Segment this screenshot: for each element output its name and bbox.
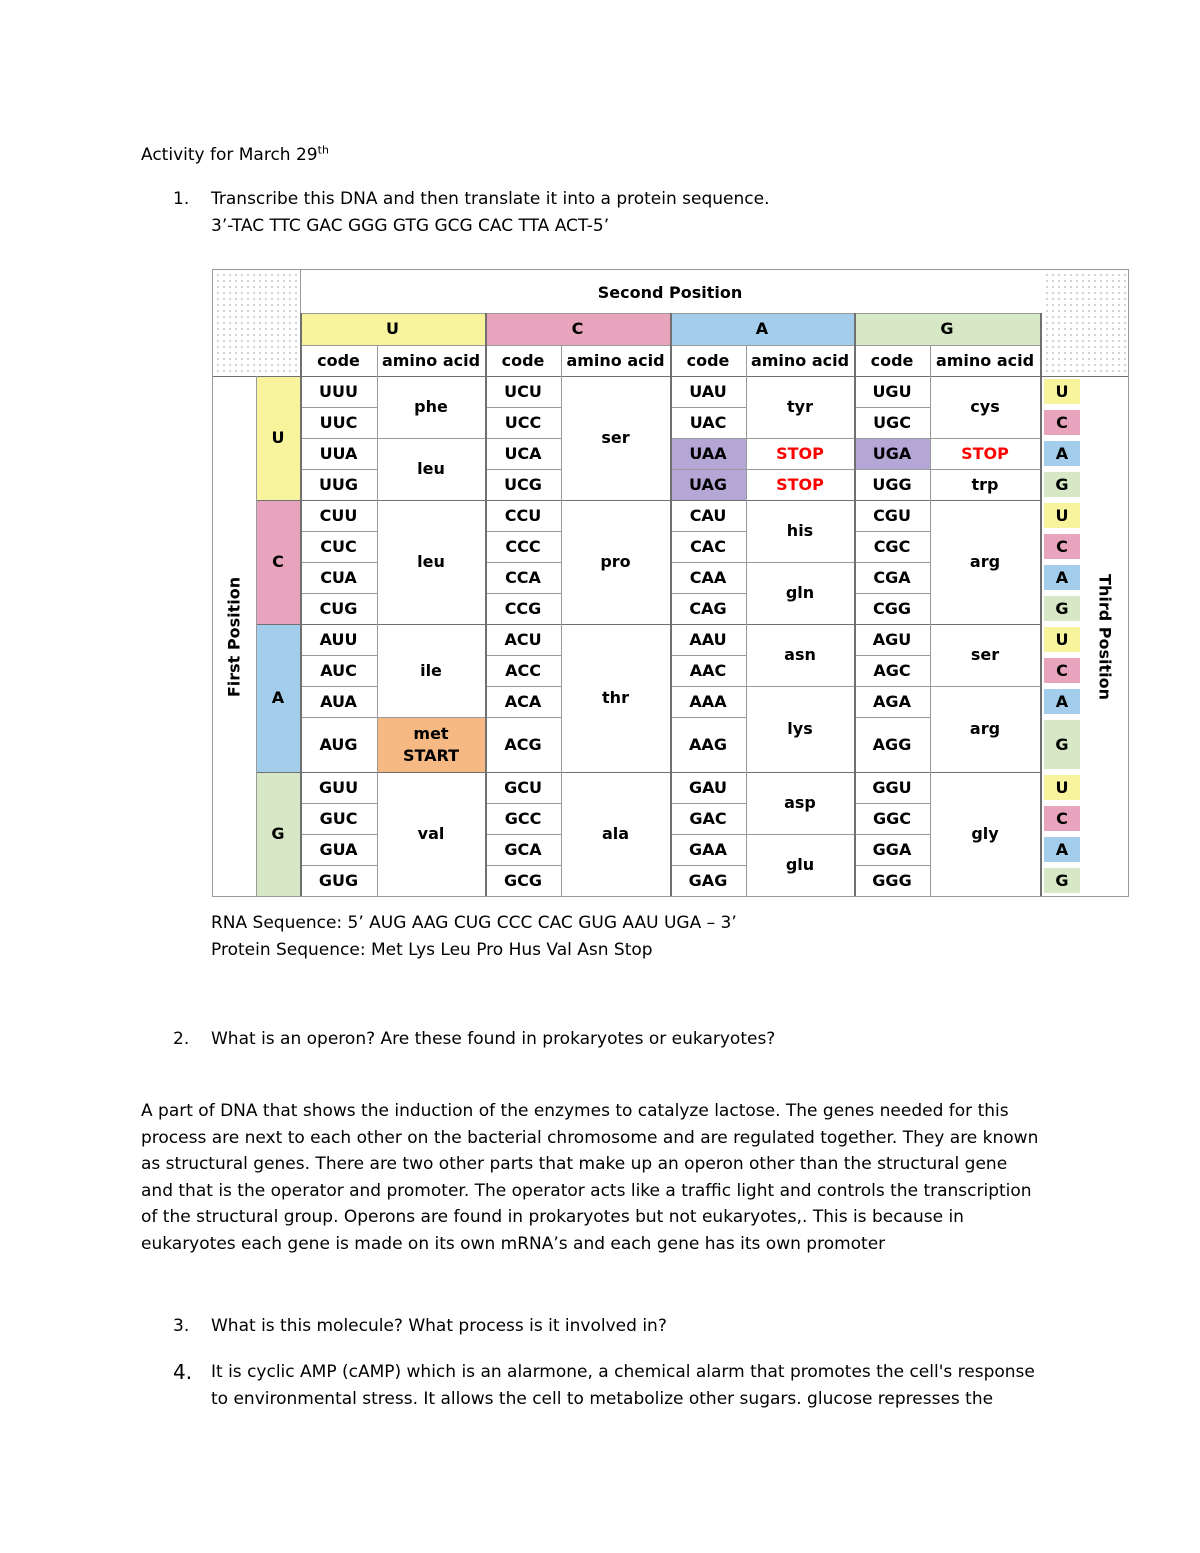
codon-cell: CAC (690, 536, 726, 556)
q4-line: to environmental stress. It allows the cell to metabolize other sugars. glucose represses the (211, 1389, 994, 1409)
second-base-header-a: A (670, 313, 854, 345)
amino-acid-cell: leu (417, 459, 445, 479)
q3-text: What is this molecule? What process is it involved in? (211, 1316, 667, 1336)
grid-line (485, 469, 561, 470)
amino-acid-cell: trp (971, 474, 999, 494)
codon-cell: ACG (504, 734, 542, 754)
codon-cell: UUG (318, 474, 359, 494)
grid-line (854, 313, 856, 897)
grid-line (485, 655, 561, 656)
grid-line (670, 407, 746, 408)
q3-number: 3. (173, 1316, 190, 1336)
amino-acid-cell: asn (784, 645, 816, 665)
grid-line (670, 313, 672, 897)
amino-acid-cell: glu (785, 855, 815, 875)
codon-cell: UAG (670, 469, 746, 500)
table-corner-right (1044, 272, 1126, 372)
codon-cell: GUA (319, 839, 358, 859)
amino-acid-cell: gln (785, 583, 815, 603)
amino-acid-cell: ser (970, 645, 1000, 665)
grid-line (300, 834, 377, 835)
codon-cell: UCC (504, 412, 542, 432)
codon-cell: AAU (689, 629, 727, 649)
first-base-c: C (256, 500, 300, 624)
grid-line (854, 469, 930, 470)
code-column-header: code (870, 350, 914, 370)
grid-line (670, 717, 746, 718)
third-base-c: C (1044, 410, 1080, 435)
grid-line (854, 834, 930, 835)
codon-cell: AGU (872, 629, 912, 649)
codon-cell: GGU (872, 777, 912, 797)
amino-acid-cell: ile (420, 660, 442, 680)
third-base-a: A (1044, 689, 1080, 714)
grid-line (256, 500, 1040, 501)
codon-cell: CGA (873, 567, 911, 587)
codon-cell: AGG (872, 734, 912, 754)
codon-cell: AAC (689, 660, 727, 680)
grid-line (485, 717, 561, 718)
second-base-header-u: U (300, 313, 485, 345)
start-codon-amino-cell (377, 717, 485, 772)
codon-cell: UAA (670, 438, 746, 469)
grid-line (854, 593, 930, 594)
answer-2-line: process are next to each other on the bacterial chromosome and are regulated together. They are known (141, 1127, 1039, 1148)
grid-line (670, 469, 746, 470)
grid-line (746, 438, 854, 439)
q2-text: What is an operon? Are these found in prokaryotes or eukaryotes? (211, 1029, 776, 1049)
third-base-g: G (1044, 596, 1080, 621)
grid-line (670, 593, 746, 594)
amino-acid-cell: his (786, 521, 814, 541)
grid-line (670, 834, 746, 835)
third-base-u: U (1044, 627, 1080, 652)
amino-acid-cell: cys (970, 397, 1000, 417)
codon-cell: GCC (504, 808, 542, 828)
q1-text: Transcribe this DNA and then translate it into a protein sequence. (211, 189, 770, 209)
amino-acid-cell: STOP (776, 474, 824, 494)
grid-line (300, 562, 377, 563)
amino-acid-cell: thr (602, 688, 629, 708)
amino-acid-cell: tyr (787, 397, 813, 417)
amino-acid-cell: lys (787, 719, 813, 739)
codon-cell: GAC (689, 808, 727, 828)
grid-line (256, 376, 257, 897)
amino-acid-column-header: amino acid (750, 350, 850, 370)
codon-cell: GUC (319, 808, 358, 828)
codon-cell: CUC (320, 536, 357, 556)
grid-line (930, 469, 1040, 470)
grid-line (377, 717, 485, 718)
codon-cell: CUU (319, 505, 358, 525)
codon-cell: UGC (873, 412, 911, 432)
codon-cell: AAG (689, 734, 727, 754)
grid-line (854, 531, 930, 532)
grid-line (485, 531, 561, 532)
codon-cell: AGA (873, 691, 911, 711)
third-base-u: U (1044, 503, 1080, 528)
answer-2-line: A part of DNA that shows the induction of the enzymes to catalyze lactose. The genes needed for this (141, 1101, 1009, 1121)
first-base-a: A (256, 624, 300, 772)
q1-number: 1. (173, 189, 190, 209)
grid-line (670, 531, 746, 532)
codon-cell: GUG (318, 870, 359, 890)
answer-2-line: and that is the operator and promoter. The operator acts like a traffic light and controls the transcription (141, 1180, 1032, 1201)
grid-line (670, 803, 746, 804)
first-base-u: U (256, 376, 300, 500)
codon-cell: UGU (872, 381, 912, 401)
codon-cell: CUG (319, 598, 358, 618)
grid-line (670, 438, 746, 439)
amino-acid-cell: leu (417, 552, 445, 572)
grid-line (746, 562, 854, 563)
codon-cell: GGA (872, 839, 912, 859)
third-base-a: A (1044, 441, 1080, 466)
grid-line (485, 562, 561, 563)
codon-cell: GGC (872, 808, 911, 828)
amino-acid-cell: arg (969, 719, 1001, 739)
grid-line (300, 469, 377, 470)
answer-2-line: eukaryotes each gene is made on its own mRNA’s and each gene has its own promoter (141, 1233, 886, 1254)
codon-cell: GAU (688, 777, 727, 797)
q4-number: 4. (173, 1360, 193, 1384)
codon-cell: GGG (872, 870, 912, 890)
grid-line (670, 562, 746, 563)
protein-sequence: Protein Sequence: Met Lys Leu Pro Hus Val Asn Stop (211, 940, 653, 960)
amino-acid-cell: STOP (961, 443, 1009, 463)
grid-line (930, 345, 931, 897)
answer-2-line: of the structural group. Operons are found in prokaryotes but not eukaryotes,. This is because in (141, 1207, 964, 1227)
codon-cell: AUG (319, 734, 358, 754)
second-base-header-c: C (485, 313, 670, 345)
third-base-u: U (1044, 379, 1080, 404)
codon-cell: CAU (689, 505, 727, 525)
amino-acid-column-header: amino acid (381, 350, 481, 370)
second-position-header: Second Position (597, 283, 743, 303)
codon-cell: GAA (689, 839, 727, 859)
codon-cell: AUC (320, 660, 357, 680)
codon-cell: UAC (689, 412, 727, 432)
amino-acid-cell: ala (601, 824, 630, 844)
amino-acid-cell: val (417, 824, 445, 844)
grid-line (485, 686, 561, 687)
grid-line (485, 593, 561, 594)
amino-acid-cell: pro (600, 552, 631, 572)
grid-line (300, 593, 377, 594)
grid-line (854, 865, 930, 866)
grid-line (930, 686, 1040, 687)
grid-line (485, 803, 561, 804)
codon-cell: UUC (319, 412, 358, 432)
grid-line (256, 624, 1040, 625)
codon-cell: GCG (503, 870, 542, 890)
grid-line (300, 313, 302, 897)
codon-cell: GAG (688, 870, 728, 890)
grid-line (854, 407, 930, 408)
grid-line (300, 717, 377, 718)
codon-cell: GCA (504, 839, 542, 859)
grid-line (854, 717, 930, 718)
title-text: Activity for March 29 (141, 145, 318, 165)
third-base-a: A (1044, 565, 1080, 590)
grid-line (746, 686, 854, 687)
third-base-c: C (1044, 806, 1080, 831)
grid-line (746, 834, 854, 835)
codon-cell: AUU (319, 629, 358, 649)
amino-acid-cell: asp (784, 793, 816, 813)
code-column-header: code (501, 350, 545, 370)
answer-2 (141, 1098, 1071, 1257)
codon-cell: CCG (504, 598, 542, 618)
code-column-header: code (317, 350, 360, 370)
grid-line (670, 686, 746, 687)
grid-line (746, 345, 747, 897)
grid-line (300, 655, 377, 656)
amino-acid-cell: STOP (776, 443, 824, 463)
page-title (141, 145, 329, 165)
code-column-header: code (686, 350, 730, 370)
grid-line (300, 407, 377, 408)
grid-line (300, 686, 377, 687)
grid-line (485, 834, 561, 835)
codon-cell: UCG (504, 474, 542, 494)
grid-line (854, 803, 930, 804)
codon-cell: UUU (319, 381, 358, 401)
third-base-g: G (1044, 720, 1080, 769)
codon-cell: CCA (505, 567, 541, 587)
codon-cell: UGG (872, 474, 912, 494)
codon-cell: AUA (320, 691, 357, 711)
amino-acid-column-header: amino acid (935, 350, 1035, 370)
codon-cell: GCU (504, 777, 542, 797)
codon-cell: CGU (873, 505, 911, 525)
grid-line (854, 562, 930, 563)
grid-line (746, 469, 854, 470)
third-base-c: C (1044, 658, 1080, 683)
q2-number: 2. (173, 1029, 190, 1049)
q1-dna-sequence: 3’-TAC TTC GAC GGG GTG GCG CAC TTA ACT-5’ (211, 216, 610, 236)
codon-cell: CUA (320, 567, 357, 587)
codon-cell: ACU (504, 629, 542, 649)
codon-cell: AGC (873, 660, 911, 680)
codon-cell: CCU (504, 505, 542, 525)
grid-line (854, 438, 930, 439)
grid-line (300, 865, 377, 866)
amino-acid-cell: ser (601, 428, 630, 448)
grid-line (485, 407, 561, 408)
third-position-label: Third Position (1095, 574, 1115, 700)
grid-line (485, 313, 487, 897)
grid-line (930, 438, 1040, 439)
third-base-c: C (1044, 534, 1080, 559)
codon-cell: GUU (318, 777, 359, 797)
grid-line (854, 686, 930, 687)
grid-line (300, 438, 377, 439)
codon-table (212, 269, 1129, 897)
grid-line (1040, 313, 1042, 897)
codon-cell: CGG (872, 598, 911, 618)
grid-line (561, 345, 562, 897)
start-label: START (402, 745, 460, 765)
amino-acid-column-header: amino acid (566, 350, 665, 370)
grid-line (854, 655, 930, 656)
amino-acid-cell: gly (971, 824, 999, 844)
grid-line (300, 803, 377, 804)
codon-cell: UCA (504, 443, 542, 463)
grid-line (377, 345, 378, 897)
codon-cell: UCU (504, 381, 542, 401)
title-superscript: th (317, 143, 329, 157)
table-corner-left (215, 272, 297, 372)
codon-cell: UUA (319, 443, 358, 463)
codon-cell: CAG (689, 598, 727, 618)
met-label: met (413, 723, 449, 743)
first-position-label: First Position (224, 576, 244, 698)
codon-cell: UAU (689, 381, 727, 401)
first-base-g: G (256, 772, 300, 896)
grid-line (300, 531, 377, 532)
grid-line (670, 655, 746, 656)
third-base-u: U (1044, 775, 1080, 800)
third-base-a: A (1044, 837, 1080, 862)
grid-line (485, 438, 561, 439)
grid-line (485, 865, 561, 866)
amino-acid-cell: phe (414, 397, 448, 417)
grid-line (377, 438, 485, 439)
codon-cell: CCC (505, 536, 541, 556)
codon-cell: ACC (505, 660, 541, 680)
amino-acid-cell: arg (969, 552, 1001, 572)
grid-line (300, 269, 301, 313)
answer-2-line: as structural genes. There are two other parts that make up an operon other than the structural gene (141, 1154, 1008, 1174)
codon-cell: CAA (689, 567, 727, 587)
rna-sequence: RNA Sequence: 5’ AUG AAG CUG CCC CAC GUG AAU UGA – 3’ (211, 913, 737, 933)
codon-cell: UGA (854, 438, 930, 469)
codon-cell: AAA (689, 691, 727, 711)
codon-cell: CGC (873, 536, 911, 556)
codon-cell: ACA (504, 691, 542, 711)
q4-line: It is cyclic AMP (cAMP) which is an alarmone, a chemical alarm that promotes the cell's response (211, 1362, 1035, 1382)
grid-line (670, 865, 746, 866)
second-base-header-g: G (854, 313, 1040, 345)
grid-line (256, 772, 1040, 773)
third-base-g: G (1044, 868, 1080, 893)
third-base-g: G (1044, 472, 1080, 497)
